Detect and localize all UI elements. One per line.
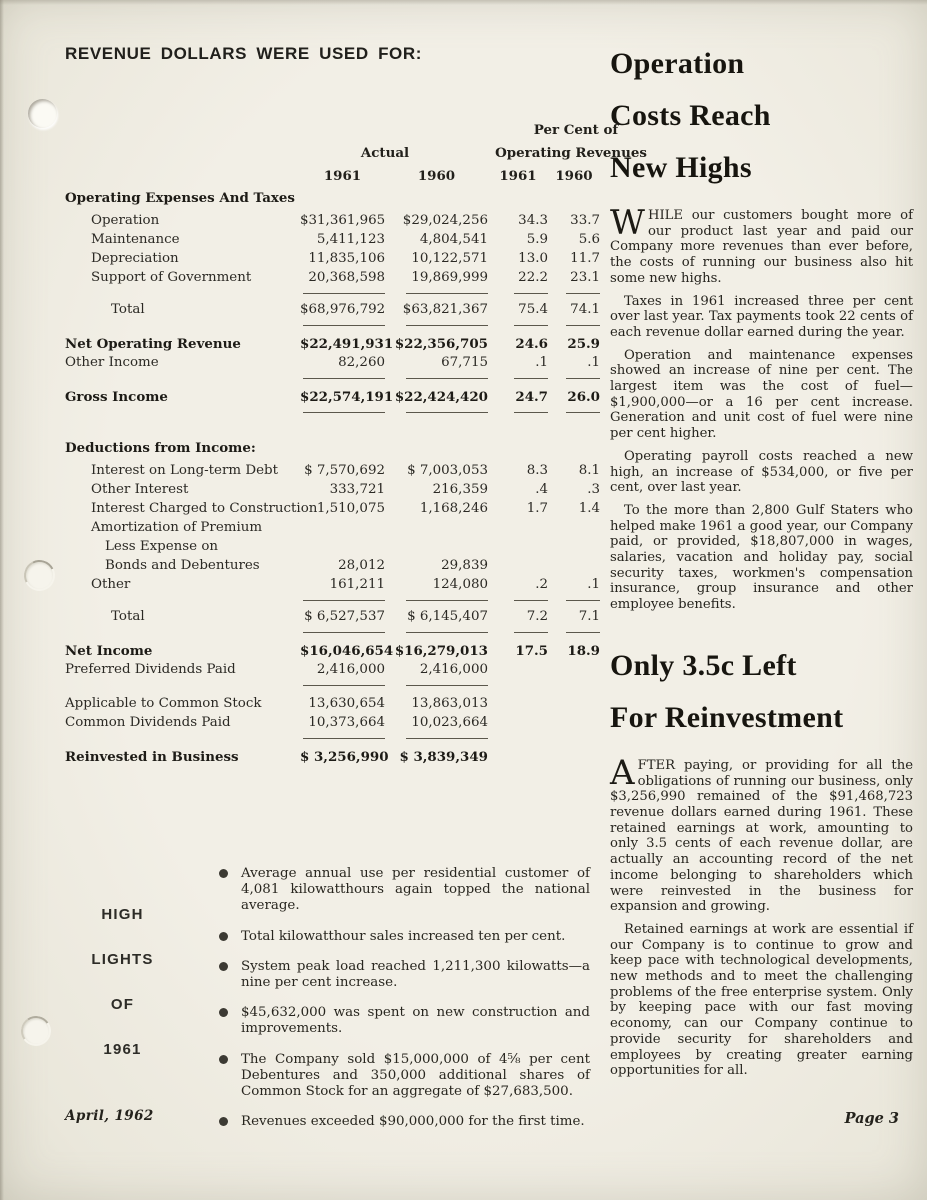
underline-rule bbox=[406, 738, 488, 739]
amount-1960-cell: $ 7,003,053 bbox=[407, 463, 488, 478]
underline-rule bbox=[566, 325, 600, 326]
rule-cell bbox=[488, 412, 548, 413]
rule-row bbox=[65, 681, 605, 689]
rule-cell bbox=[548, 412, 600, 413]
article-title-line: New Highs bbox=[610, 151, 752, 184]
header-year-spacer bbox=[65, 168, 300, 184]
pct-1961-cell: 24.7 bbox=[515, 389, 548, 405]
pct-1960-cell: 11.7 bbox=[570, 251, 600, 266]
punch-hole-middle bbox=[20, 556, 59, 595]
row-label: Depreciation bbox=[91, 251, 179, 266]
header-year: 1960 bbox=[555, 168, 593, 184]
pct-1960-cell: 18.9 bbox=[567, 643, 600, 659]
table-row bbox=[65, 662, 605, 681]
highlight-text: System peak load reached 1,211,300 kilowatts—a nine per cent increase. bbox=[241, 958, 590, 991]
pct-1961-cell: 1.7 bbox=[526, 501, 548, 516]
highlight-text: $45,632,000 was spent on new construction and improvements. bbox=[241, 1005, 590, 1037]
amount-1960-cell: 10,122,571 bbox=[411, 251, 488, 266]
header-percent-line1: Per Cent of bbox=[533, 122, 619, 138]
amount-1960-cell: $16,279,013 bbox=[394, 643, 488, 659]
bullet-icon bbox=[219, 932, 228, 941]
row-gap bbox=[65, 636, 605, 643]
row-label: Applicable to Common Stock bbox=[65, 696, 262, 711]
table-row bbox=[65, 520, 605, 539]
rule-cell bbox=[300, 412, 385, 413]
table-row bbox=[65, 643, 605, 662]
row-gap bbox=[65, 742, 605, 749]
rule-row bbox=[65, 628, 605, 636]
bullet-icon bbox=[219, 1055, 228, 1064]
article-paragraph: WHILE our customers bought more of our product last year and paid our Company more revenues than ever before, the costs of running our business also hit some new highs. bbox=[610, 203, 913, 286]
underline-rule bbox=[514, 325, 548, 326]
pct-1960-cell: .1 bbox=[587, 577, 600, 592]
rule-cell bbox=[385, 738, 488, 739]
underline-rule bbox=[514, 600, 548, 601]
amount-1961-cell: 1,510,075 bbox=[316, 501, 385, 516]
row-label: Other bbox=[91, 577, 131, 592]
table-row bbox=[65, 190, 605, 209]
rule-cell bbox=[300, 293, 385, 294]
amount-1961-cell: 11,835,106 bbox=[308, 251, 385, 266]
amount-1961-cell: 161,211 bbox=[329, 577, 385, 592]
highlight-text: Total kilowatthour sales increased ten per cent. bbox=[241, 928, 566, 944]
amount-1960-cell: 4,804,541 bbox=[419, 232, 488, 247]
row-gap bbox=[65, 416, 605, 440]
highlight-item bbox=[218, 929, 590, 945]
highlights-label: LIGHTS bbox=[91, 951, 154, 968]
pct-1961-cell: 22.2 bbox=[518, 270, 548, 285]
underline-rule bbox=[566, 293, 600, 294]
row-gap bbox=[65, 329, 605, 336]
header-percent-line2: Operating Revenues bbox=[495, 145, 647, 161]
rule-cell bbox=[385, 325, 488, 326]
table-body bbox=[65, 190, 605, 768]
rule-cell bbox=[385, 378, 488, 379]
underline-rule bbox=[566, 378, 600, 379]
amount-1961-cell: $ 3,256,990 bbox=[300, 749, 389, 765]
underline-rule bbox=[303, 378, 385, 379]
table-row bbox=[65, 302, 605, 321]
amount-1960-cell: $ 6,145,407 bbox=[407, 609, 488, 624]
rule-cell bbox=[548, 378, 600, 379]
table-row bbox=[65, 270, 605, 289]
table-row bbox=[65, 463, 605, 482]
table-row bbox=[65, 749, 605, 768]
amount-1961-cell: 13,630,654 bbox=[308, 696, 385, 711]
underline-rule bbox=[514, 632, 548, 633]
rule-row bbox=[65, 734, 605, 742]
article-paragraph: Retained earnings at work are essential if our Company is to continue to grow and keep pace with technological developments, new methods and to meet the challenging problems of the free enterprise system. Only by keeping pace with our fast moving economy, can our Company continue to provide security for shareholders and employees by creating greater earning opportunities for all. bbox=[610, 921, 913, 1079]
pct-1961-cell: 34.3 bbox=[518, 213, 548, 228]
amount-1960-cell: $22,424,420 bbox=[394, 389, 488, 405]
highlight-text: The Company sold $15,000,000 of 4⅝ per cent Debentures and 350,000 additional shares of Common Stock for an aggregate of $27,683,500. bbox=[241, 1051, 590, 1100]
row-label: Operation bbox=[91, 213, 160, 228]
amount-1961-cell: $22,574,191 bbox=[300, 389, 394, 405]
header-year: 1961 bbox=[499, 168, 537, 184]
pct-1961-cell: 7.2 bbox=[526, 609, 548, 624]
underline-rule bbox=[406, 378, 488, 379]
rule-cell bbox=[385, 412, 488, 413]
rule-row bbox=[65, 596, 605, 604]
punch-hole-bottom bbox=[19, 1014, 54, 1049]
row-label: Preferred Dividends Paid bbox=[65, 662, 236, 677]
highlight-item bbox=[218, 1005, 590, 1037]
header-year: 1961 bbox=[323, 168, 362, 184]
pct-1960-cell: 8.1 bbox=[578, 463, 600, 478]
rule-row bbox=[65, 321, 605, 329]
articles-column bbox=[610, 38, 913, 1079]
rule-cell bbox=[300, 685, 385, 686]
bullet-icon bbox=[219, 1117, 228, 1126]
rule-cell bbox=[548, 293, 600, 294]
underline-rule bbox=[514, 293, 548, 294]
header-years-row bbox=[65, 168, 605, 184]
underline-rule bbox=[566, 412, 600, 413]
underline-rule bbox=[303, 412, 385, 413]
table-row bbox=[65, 440, 605, 459]
table-row bbox=[65, 482, 605, 501]
amount-1961-cell: $ 7,570,692 bbox=[304, 463, 385, 478]
amount-1961-cell: 20,368,598 bbox=[308, 270, 385, 285]
pct-1961-cell: .1 bbox=[535, 355, 548, 370]
row-label: Less Expense on bbox=[105, 539, 219, 554]
underline-rule bbox=[406, 325, 488, 326]
amount-1961-cell: 5,411,123 bbox=[316, 232, 385, 247]
amount-1961-cell: $ 6,527,537 bbox=[304, 609, 385, 624]
rule-cell bbox=[385, 600, 488, 601]
table-row bbox=[65, 558, 605, 577]
article bbox=[610, 38, 913, 613]
rule-cell bbox=[300, 632, 385, 633]
rule-cell bbox=[488, 632, 548, 633]
table-row bbox=[65, 539, 605, 558]
highlight-item bbox=[218, 1114, 590, 1130]
amount-1961-cell: $31,361,965 bbox=[300, 213, 386, 228]
row-label: Interest Charged to Construction bbox=[91, 501, 318, 516]
underline-rule bbox=[514, 412, 548, 413]
highlights-items bbox=[218, 866, 590, 1144]
row-label: Other Income bbox=[65, 355, 159, 370]
amount-1960-cell: 2,416,000 bbox=[419, 662, 488, 677]
underline-rule bbox=[406, 293, 488, 294]
bullet-icon bbox=[219, 869, 228, 878]
pct-1960-cell: 33.7 bbox=[570, 213, 600, 228]
row-label: Total bbox=[111, 609, 145, 624]
row-label: Net Income bbox=[65, 643, 153, 659]
pct-1960-cell: .1 bbox=[587, 355, 600, 370]
rule-cell bbox=[488, 293, 548, 294]
underline-rule bbox=[303, 738, 385, 739]
table-row bbox=[65, 389, 605, 408]
amount-1960-cell: 19,869,999 bbox=[411, 270, 488, 285]
amount-1961-cell: $16,046,654 bbox=[300, 643, 394, 659]
amount-1960-cell: 13,863,013 bbox=[411, 696, 488, 711]
amount-1960-cell: 29,839 bbox=[441, 558, 488, 573]
highlights-section bbox=[65, 866, 610, 1144]
table-header bbox=[65, 118, 647, 190]
article-paragraph: To the more than 2,800 Gulf Staters who helped make 1961 a good year, our Company paid, or provided, $18,807,000 in wages, salaries, vacation and holiday pay, social security taxes, workmen's compensation insurance, group insurance and other employee benefits. bbox=[610, 502, 913, 613]
table-row bbox=[65, 715, 605, 734]
row-label: Deductions from Income: bbox=[65, 440, 256, 456]
underline-rule bbox=[406, 600, 488, 601]
rule-cell bbox=[488, 325, 548, 326]
highlights-label-column bbox=[65, 866, 180, 1144]
underline-rule bbox=[406, 632, 488, 633]
financial-table bbox=[65, 118, 647, 768]
table-row bbox=[65, 251, 605, 270]
table-row bbox=[65, 609, 605, 628]
highlights-label: HIGH bbox=[101, 906, 144, 923]
row-gap bbox=[65, 382, 605, 389]
underline-rule bbox=[514, 378, 548, 379]
highlight-item bbox=[218, 1052, 590, 1101]
rule-cell bbox=[385, 632, 488, 633]
rule-cell bbox=[300, 600, 385, 601]
rule-cell bbox=[385, 293, 488, 294]
article-title-line: Only 3.5c Left bbox=[610, 648, 797, 682]
article-title-line: Costs Reach bbox=[610, 99, 771, 132]
underline-rule bbox=[303, 325, 385, 326]
pct-1961-cell: 5.9 bbox=[526, 232, 548, 247]
article-title-line: Operation bbox=[610, 47, 745, 80]
rule-cell bbox=[488, 600, 548, 601]
rule-row bbox=[65, 374, 605, 382]
bullet-icon bbox=[219, 1008, 228, 1017]
rule-cell bbox=[300, 378, 385, 379]
pct-1960-cell: .3 bbox=[587, 482, 600, 497]
table-row bbox=[65, 336, 605, 355]
pct-1960-cell: 23.1 bbox=[570, 270, 600, 285]
amount-1960-cell: 67,715 bbox=[441, 355, 488, 370]
pct-1961-cell: 8.3 bbox=[526, 463, 548, 478]
amount-1961-cell: 2,416,000 bbox=[316, 662, 385, 677]
article-paragraph: Operating payroll costs reached a new high, an increase of $534,000, or five per cent, over last year. bbox=[610, 448, 913, 496]
underline-rule bbox=[303, 632, 385, 633]
punch-hole-top bbox=[28, 99, 57, 128]
row-label: Gross Income bbox=[65, 389, 168, 405]
amount-1961-cell: 28,012 bbox=[338, 558, 385, 573]
header-year: 1960 bbox=[417, 168, 456, 184]
row-label: Net Operating Revenue bbox=[65, 336, 241, 352]
rule-row bbox=[65, 289, 605, 297]
table-row bbox=[65, 213, 605, 232]
rule-cell bbox=[548, 632, 600, 633]
table-row bbox=[65, 232, 605, 251]
amount-1961-cell: $68,976,792 bbox=[300, 302, 386, 317]
amount-1960-cell: 216,359 bbox=[432, 482, 488, 497]
row-gap bbox=[65, 689, 605, 696]
amount-1960-cell: $ 3,839,349 bbox=[399, 749, 488, 765]
pct-1960-cell: 26.0 bbox=[567, 389, 600, 405]
article-paragraph: AFTER paying, or providing for all the obligations of running our business, only $3,256,990 remained of the $91,468,723 revenue dollars earned during 1961. These retained earnings at work, amounting to only 3.5 cents of each revenue dollar, are actually an accounting record of the net income belonging to shareholders which were reinvested in the business for expansion and growing. bbox=[610, 752, 913, 915]
amount-1960-cell: $63,821,367 bbox=[402, 302, 488, 317]
pct-1961-cell: .2 bbox=[535, 577, 548, 592]
row-label: Total bbox=[111, 302, 145, 317]
article-paragraph: Operation and maintenance expenses showed an increase of nine per cent. The largest item was the cost of fuel—$1,900,000—or a 16 per cent increase. Generation and unit cost of fuel were nine per cent higher. bbox=[610, 347, 913, 442]
row-label: Amortization of Premium bbox=[91, 520, 263, 535]
pct-1960-cell: 25.9 bbox=[567, 336, 600, 352]
highlight-text: Average annual use per residential customer of 4,081 kilowatthours again topped the national average. bbox=[241, 866, 590, 914]
row-label: Other Interest bbox=[91, 482, 189, 497]
rule-cell bbox=[548, 600, 600, 601]
table-row bbox=[65, 355, 605, 374]
row-label: Common Dividends Paid bbox=[65, 715, 231, 730]
underline-rule bbox=[303, 685, 385, 686]
row-label: Support of Government bbox=[91, 270, 252, 285]
underline-rule bbox=[566, 632, 600, 633]
underline-rule bbox=[406, 412, 488, 413]
row-label: Maintenance bbox=[91, 232, 180, 247]
rule-cell bbox=[300, 738, 385, 739]
pct-1960-cell: 5.6 bbox=[578, 232, 600, 247]
pct-1960-cell: 74.1 bbox=[570, 302, 600, 317]
pct-1961-cell: 24.6 bbox=[515, 336, 548, 352]
table-row bbox=[65, 577, 605, 596]
pct-1960-cell: 7.1 bbox=[578, 609, 600, 624]
dropcap-letter: A bbox=[610, 752, 635, 793]
article bbox=[610, 640, 913, 1079]
underline-rule bbox=[566, 600, 600, 601]
row-label: Bonds and Debentures bbox=[105, 558, 260, 573]
rule-cell bbox=[488, 378, 548, 379]
dropcap-letter: W bbox=[610, 203, 645, 243]
rule-cell bbox=[385, 685, 488, 686]
amount-1961-cell: $22,491,931 bbox=[300, 336, 394, 352]
row-label: Operating Expenses And Taxes bbox=[65, 190, 295, 206]
footer-date: April, 1962 bbox=[65, 1108, 154, 1124]
bullet-icon bbox=[219, 962, 228, 971]
pct-1961-cell: 75.4 bbox=[518, 302, 548, 317]
rule-row bbox=[65, 408, 605, 416]
underline-rule bbox=[406, 685, 488, 686]
article-title-line: For Reinvestment bbox=[610, 700, 844, 734]
amount-1960-cell: 10,023,664 bbox=[411, 715, 488, 730]
underline-rule bbox=[303, 600, 385, 601]
pct-1961-cell: 13.0 bbox=[518, 251, 548, 266]
rule-cell bbox=[300, 325, 385, 326]
row-label: Reinvested in Business bbox=[65, 749, 239, 765]
highlights-label: OF bbox=[110, 996, 135, 1013]
pct-1961-cell: .4 bbox=[535, 482, 548, 497]
amount-1960-cell: $22,356,705 bbox=[394, 336, 488, 352]
table-title: REVENUE DOLLARS WERE USED FOR: bbox=[65, 44, 423, 63]
header-actual-label: Actual bbox=[360, 145, 410, 161]
rule-cell bbox=[548, 325, 600, 326]
highlight-text: Revenues exceeded $90,000,000 for the first time. bbox=[241, 1114, 585, 1130]
highlight-item bbox=[218, 959, 590, 991]
table-row bbox=[65, 696, 605, 715]
pct-1960-cell: 1.4 bbox=[578, 501, 600, 516]
pct-1961-cell: 17.5 bbox=[515, 643, 548, 659]
highlights-label: 1961 bbox=[103, 1041, 142, 1058]
row-label: Interest on Long-term Debt bbox=[91, 463, 278, 478]
article-paragraph: Taxes in 1961 increased three per cent over last year. Tax payments took 22 cents of each revenue dollar earned during the year. bbox=[610, 293, 913, 340]
amount-1960-cell: 124,080 bbox=[432, 577, 488, 592]
amount-1960-cell: 1,168,246 bbox=[419, 501, 488, 516]
amount-1960-cell: $29,024,256 bbox=[402, 213, 488, 228]
footer-page-number: Page 3 bbox=[844, 1110, 899, 1127]
amount-1961-cell: 333,721 bbox=[329, 482, 385, 497]
amount-1961-cell: 10,373,664 bbox=[308, 715, 385, 730]
table-row bbox=[65, 501, 605, 520]
underline-rule bbox=[303, 293, 385, 294]
amount-1961-cell: 82,260 bbox=[338, 355, 385, 370]
highlight-item bbox=[218, 866, 590, 915]
